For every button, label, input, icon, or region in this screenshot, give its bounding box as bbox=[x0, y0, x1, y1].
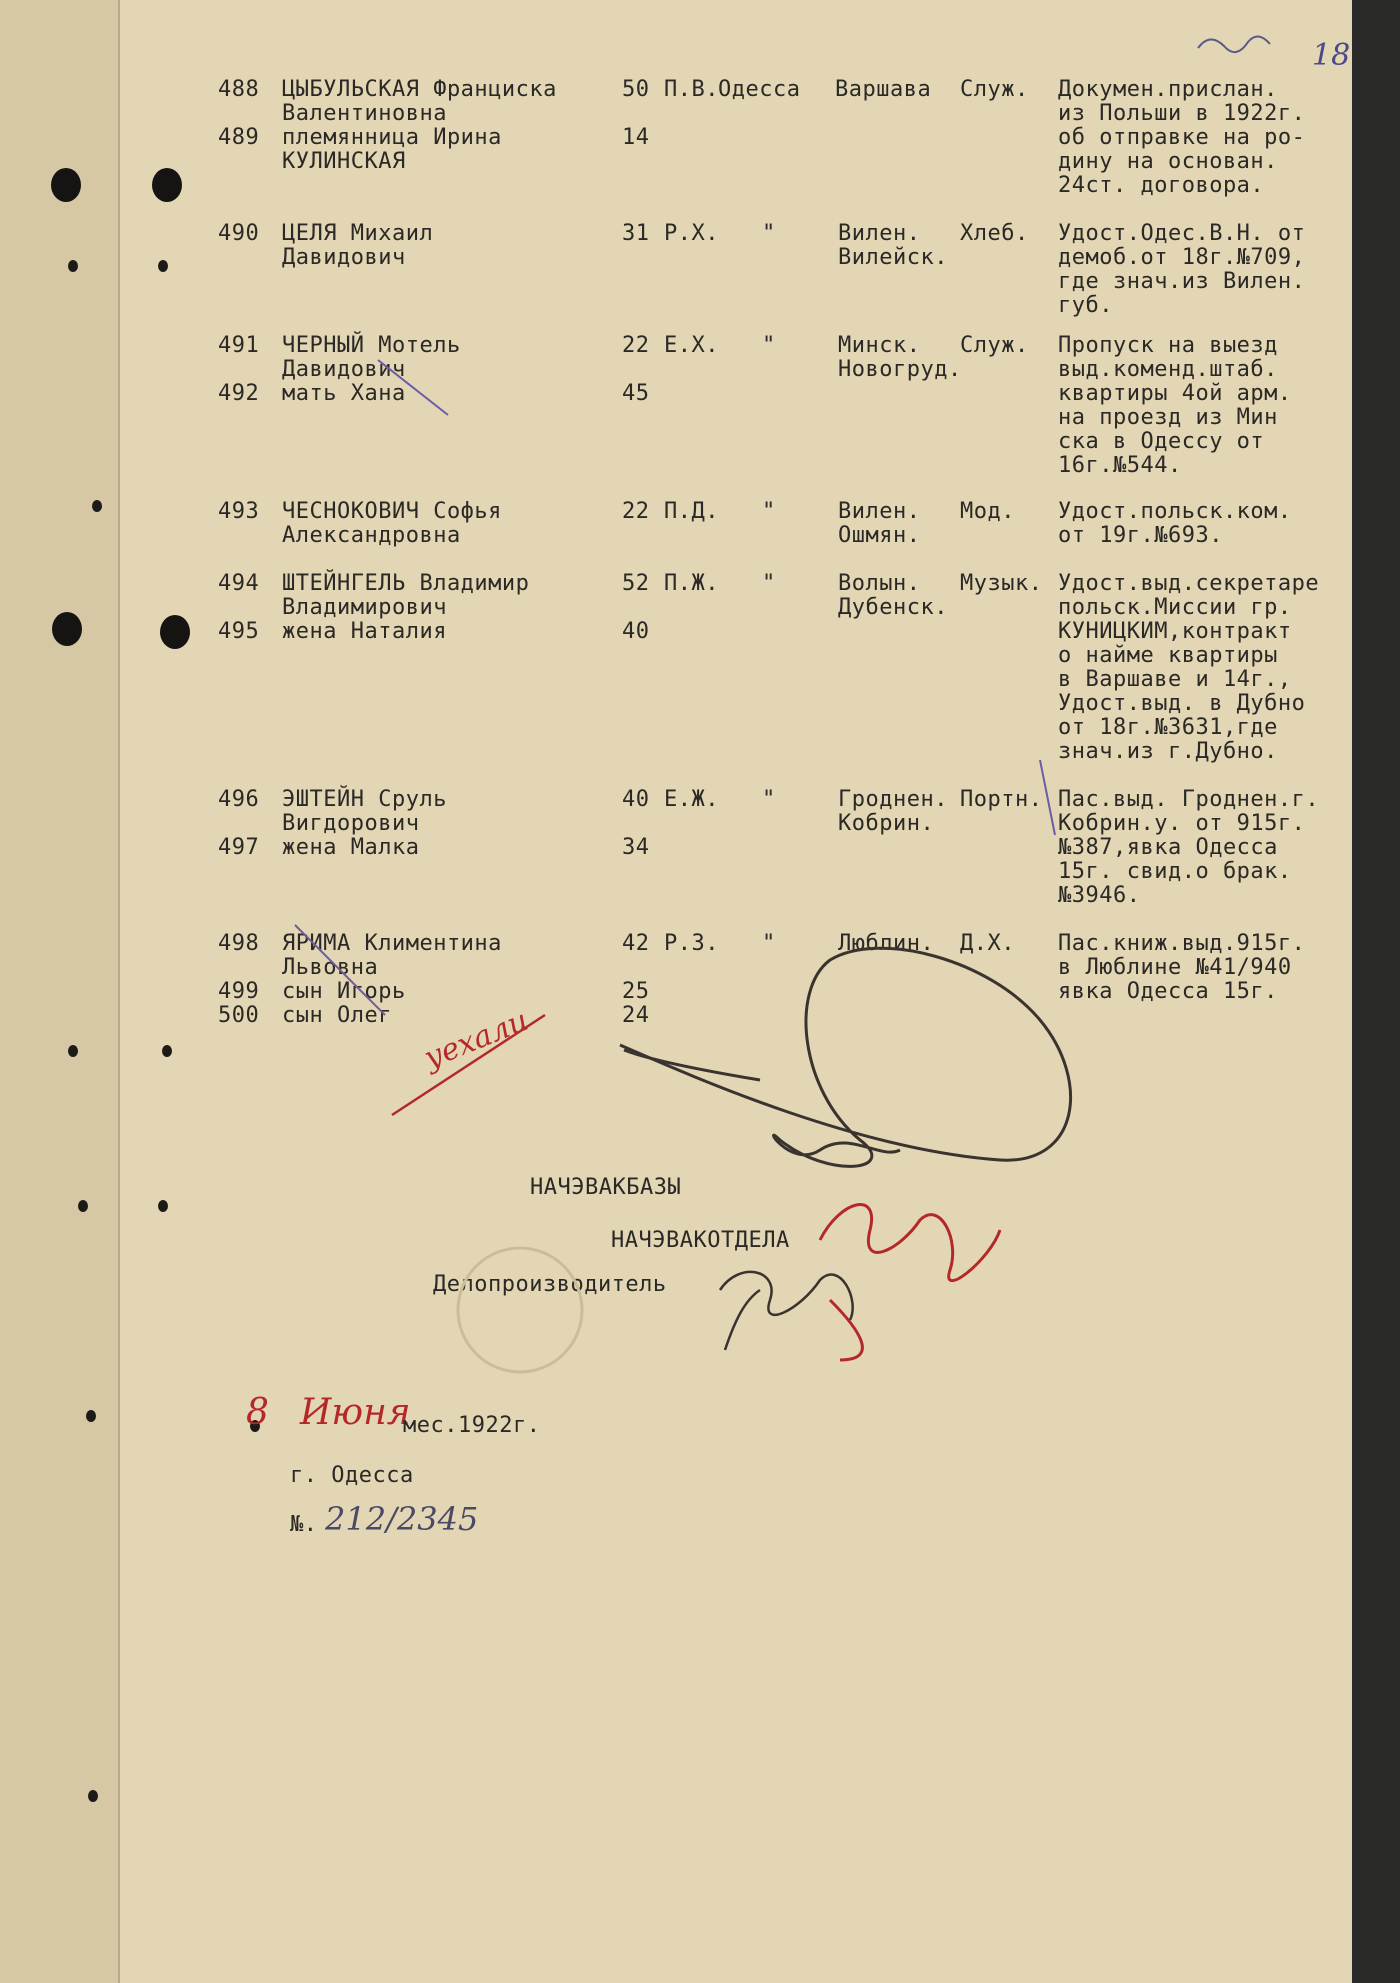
purple-check-mark bbox=[378, 360, 448, 415]
person-age: 45 bbox=[622, 381, 650, 406]
document-note-line: губ. bbox=[1058, 293, 1113, 318]
document-note-line: Пас.выд. Гроднен.г. bbox=[1058, 787, 1320, 812]
person-age: 34 bbox=[622, 835, 650, 860]
person-age: 24 bbox=[622, 1003, 650, 1028]
person-age: 50 bbox=[622, 77, 650, 102]
row-number: 491 bbox=[218, 333, 260, 358]
person-origin: П.Ж. bbox=[664, 571, 719, 596]
from-region: Люблин. bbox=[838, 931, 935, 956]
person-origin: Е.Х. bbox=[664, 333, 719, 358]
person-age: 25 bbox=[622, 979, 650, 1004]
person-age: 14 bbox=[622, 125, 650, 150]
red-underline bbox=[392, 1015, 545, 1115]
document-note-line: квартиры 4ой арм. bbox=[1058, 381, 1292, 406]
document-note-line: ска в Одессу от bbox=[1058, 429, 1265, 454]
person-age: 22 bbox=[622, 499, 650, 524]
document-note-line: от 18г.№3631,где bbox=[1058, 715, 1278, 740]
from-region: Ошмян. bbox=[838, 523, 921, 548]
document-note-line: Кобрин.у. от 915г. bbox=[1058, 811, 1306, 836]
folio-number: 18 bbox=[1312, 38, 1351, 73]
from-region: Варшава bbox=[835, 77, 932, 102]
document-note-line: 24ст. договора. bbox=[1058, 173, 1265, 198]
row-number: 489 bbox=[218, 125, 260, 150]
ditto-mark: " bbox=[762, 221, 776, 246]
document-note-line: Докумен.прислан. bbox=[1058, 77, 1278, 102]
row-number: 500 bbox=[218, 1003, 260, 1028]
from-region: Волын. bbox=[838, 571, 921, 596]
document-note-line: о найме квартиры bbox=[1058, 643, 1278, 668]
occupation: Музык. bbox=[960, 571, 1043, 596]
occupation: Портн. bbox=[960, 787, 1043, 812]
archive-mark-scribble bbox=[1198, 36, 1270, 52]
person-name: Давидович bbox=[282, 357, 406, 382]
footer-date-month: Июня bbox=[300, 1392, 411, 1433]
row-number: 499 bbox=[218, 979, 260, 1004]
row-number: 490 bbox=[218, 221, 260, 246]
person-origin: Р.З. bbox=[664, 931, 719, 956]
person-name: мать Хана bbox=[282, 381, 406, 406]
from-region: Вилен. bbox=[838, 221, 921, 246]
footer-number-prefix: №. bbox=[290, 1512, 318, 1537]
from-region: Вилен. bbox=[838, 499, 921, 524]
document-note-line: КУНИЦКИМ,контракт bbox=[1058, 619, 1292, 644]
row-number: 495 bbox=[218, 619, 260, 644]
document-note-line: демоб.от 18г.№709, bbox=[1058, 245, 1306, 270]
person-age: 52 bbox=[622, 571, 650, 596]
purple-check-mark bbox=[295, 925, 385, 1015]
person-name: Львовна bbox=[282, 955, 379, 980]
document-note-line: на проезд из Мин bbox=[1058, 405, 1278, 430]
document-note-line: об отправке на ро- bbox=[1058, 125, 1306, 150]
occupation: Служ. bbox=[960, 77, 1029, 102]
person-name: сын Игорь bbox=[282, 979, 406, 1004]
document-note-line: где знач.из Вилен. bbox=[1058, 269, 1306, 294]
person-age: 31 bbox=[622, 221, 650, 246]
occupation: Мод. bbox=[960, 499, 1015, 524]
footer-title-evacdept: НАЧЭВАКОТДЕЛА bbox=[611, 1228, 790, 1253]
person-name: жена Малка bbox=[282, 835, 420, 860]
document-note-line: Удост.выд. в Дубно bbox=[1058, 691, 1306, 716]
person-name: ШТЕЙНГЕЛЬ Владимир bbox=[282, 571, 530, 596]
person-origin: П.Д. bbox=[664, 499, 719, 524]
purple-check-mark bbox=[1040, 760, 1055, 835]
person-name: жена Наталия bbox=[282, 619, 447, 644]
person-name: КУЛИНСКАЯ bbox=[282, 149, 406, 174]
red-note-handwritten: уехали bbox=[419, 1002, 533, 1077]
occupation: Д.Х. bbox=[960, 931, 1015, 956]
footer-number-handwritten: 212/2345 bbox=[325, 1500, 479, 1538]
person-name: ЭШТЕЙН Сруль bbox=[282, 787, 447, 812]
signature-large bbox=[620, 948, 1071, 1166]
person-name: ЦЫБУЛЬСКАЯ Франциска bbox=[282, 77, 557, 102]
occupation: Служ. bbox=[960, 333, 1029, 358]
row-number: 492 bbox=[218, 381, 260, 406]
from-region: Дубенск. bbox=[838, 595, 948, 620]
person-age: 22 bbox=[622, 333, 650, 358]
from-region: Новогруд. bbox=[838, 357, 962, 382]
person-name: ЧЕРНЫЙ Мотель bbox=[282, 333, 461, 358]
document-note-line: от 19г.№693. bbox=[1058, 523, 1223, 548]
document-note-line: из Польши в 1922г. bbox=[1058, 101, 1306, 126]
document-note-line: 16г.№544. bbox=[1058, 453, 1182, 478]
person-name: ЦЕЛЯ Михаил bbox=[282, 221, 434, 246]
person-name: Давидович bbox=[282, 245, 406, 270]
faint-round-stamp bbox=[458, 1248, 582, 1372]
document-note-line: выд.коменд.штаб. bbox=[1058, 357, 1278, 382]
from-region: Кобрин. bbox=[838, 811, 935, 836]
person-name: ЯРИМА Климентина bbox=[282, 931, 502, 956]
document-note-line: знач.из г.Дубно. bbox=[1058, 739, 1278, 764]
document-note-line: в Люблине №41/940 bbox=[1058, 955, 1292, 980]
row-number: 497 bbox=[218, 835, 260, 860]
person-name: ЧЕСНОКОВИЧ Софья bbox=[282, 499, 502, 524]
footer-date-suffix: мес.1922г. bbox=[403, 1413, 541, 1438]
document-note-line: Удост.Одес.В.Н. от bbox=[1058, 221, 1306, 246]
occupation: Хлеб. bbox=[960, 221, 1029, 246]
footer-title-evacbase: НАЧЭВАКБАЗЫ bbox=[530, 1175, 682, 1200]
destination-city: Одесса bbox=[718, 77, 801, 102]
row-number: 488 bbox=[218, 77, 260, 102]
from-region: Вилейск. bbox=[838, 245, 948, 270]
footer-city: г. Одесса bbox=[290, 1463, 414, 1488]
document-note-line: Пас.книж.выд.915г. bbox=[1058, 931, 1306, 956]
person-age: 42 bbox=[622, 931, 650, 956]
document-note-line: дину на основан. bbox=[1058, 149, 1278, 174]
document-note-line: 15г. свид.о брак. bbox=[1058, 859, 1292, 884]
ditto-mark: " bbox=[762, 931, 776, 956]
red-signature bbox=[820, 1205, 1000, 1360]
person-name: Александровна bbox=[282, 523, 461, 548]
person-origin: П.В. bbox=[664, 77, 719, 102]
ditto-mark: " bbox=[762, 571, 776, 596]
person-name: Вигдорович bbox=[282, 811, 420, 836]
person-name: племянница Ирина bbox=[282, 125, 502, 150]
person-name: Владимирович bbox=[282, 595, 447, 620]
footer-date-day: 8 bbox=[246, 1392, 269, 1433]
document-note-line: Пропуск на выезд bbox=[1058, 333, 1278, 358]
document-note-line: Удост.выд.секретаре bbox=[1058, 571, 1320, 596]
document-note-line: №3946. bbox=[1058, 883, 1141, 908]
footer-clerk-label: Делопроизводитель bbox=[433, 1272, 667, 1297]
document-note-line: №387,явка Одесса bbox=[1058, 835, 1278, 860]
from-region: Гроднен. bbox=[838, 787, 948, 812]
row-number: 494 bbox=[218, 571, 260, 596]
row-number: 496 bbox=[218, 787, 260, 812]
person-age: 40 bbox=[622, 619, 650, 644]
ditto-mark: " bbox=[762, 333, 776, 358]
document-note-line: в Варшаве и 14г., bbox=[1058, 667, 1292, 692]
row-number: 498 bbox=[218, 931, 260, 956]
clerk-signature bbox=[720, 1272, 853, 1350]
person-origin: Е.Ж. bbox=[664, 787, 719, 812]
row-number: 493 bbox=[218, 499, 260, 524]
person-name: сын Олег bbox=[282, 1003, 392, 1028]
document-note-line: явка Одесса 15г. bbox=[1058, 979, 1278, 1004]
document-note-line: Удост.польск.ком. bbox=[1058, 499, 1292, 524]
ditto-mark: " bbox=[762, 787, 776, 812]
person-origin: Р.Х. bbox=[664, 221, 719, 246]
person-name: Валентиновна bbox=[282, 101, 447, 126]
person-age: 40 bbox=[622, 787, 650, 812]
from-region: Минск. bbox=[838, 333, 921, 358]
document-note-line: польск.Миссии гр. bbox=[1058, 595, 1292, 620]
ditto-mark: " bbox=[762, 499, 776, 524]
